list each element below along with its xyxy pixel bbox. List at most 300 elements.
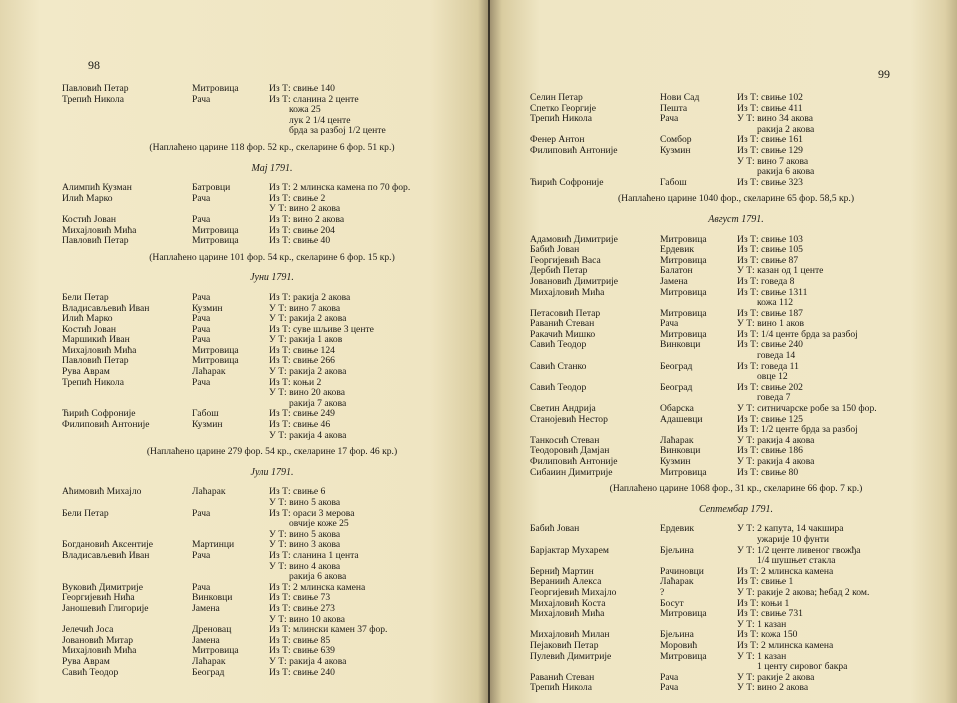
merchant-name: [62, 126, 192, 137]
ledger-row: [62, 194, 472, 205]
ledger-row: [530, 652, 942, 663]
goods-description: Из Т: свиње 73: [269, 592, 331, 604]
ledger-row: [530, 157, 942, 168]
merchant-name: [530, 157, 660, 168]
merchant-name: Станојевић Нестор: [530, 414, 608, 425]
place-name: Моровић: [660, 640, 698, 651]
place-name: Митровица: [192, 345, 239, 356]
place-name: Рача: [192, 94, 211, 105]
ledger-row: [530, 146, 942, 157]
merchant-name: Георгијевић Васа: [530, 255, 601, 266]
ledger-row: [530, 436, 942, 447]
merchant-name: Пулевић Димитрије: [530, 651, 612, 662]
merchant-name: Филиповић Антоније: [62, 420, 150, 431]
merchant-name: Михајловић Милан: [530, 630, 610, 641]
place-name: Рачиновци: [660, 566, 704, 577]
ledger-row: [62, 646, 472, 657]
merchant-name: [62, 530, 192, 541]
ledger-row: [62, 551, 472, 562]
goods-description: У Т: вино 1 аков: [737, 318, 805, 330]
goods-description: говеда 14: [757, 350, 796, 362]
place-name: [192, 615, 269, 626]
place-name: [192, 431, 269, 442]
ledger-row: [530, 383, 942, 394]
merchant-name: Јовановић Митар: [62, 635, 134, 646]
goods-description: Из Т: 1/4 центе брда за разбој: [737, 328, 858, 340]
merchant-name: Танкосић Стеван: [530, 435, 600, 446]
ledger-row: [62, 236, 472, 247]
ledger-row: [530, 630, 942, 641]
place-name: Рача: [192, 314, 211, 325]
ledger-row: [530, 330, 942, 341]
goods-description: У Т: вино 2 акова: [737, 682, 809, 694]
place-name: Винковци: [660, 446, 701, 457]
goods-description: лук 2 1/4 центе: [289, 114, 351, 126]
goods-description: Из Т: свиње 411: [737, 102, 803, 114]
ledger-row: [530, 93, 942, 104]
ledger-row: [530, 535, 942, 546]
merchant-name: Ћирић Софроније: [530, 177, 604, 188]
ledger-row: [530, 567, 942, 578]
goods-description: Из Т: свиње 102: [737, 92, 803, 103]
ledger-row: [530, 351, 942, 362]
ledger-row: [62, 378, 472, 389]
goods-description: У Т: вино 10 акова: [269, 613, 345, 625]
place-name: Сомбор: [660, 135, 692, 146]
page-content: [62, 84, 472, 678]
goods-description: Из Т: свиње 249: [269, 408, 335, 420]
merchant-name: [530, 393, 660, 404]
merchant-name: [530, 298, 660, 309]
place-name: [192, 399, 269, 410]
place-name: [660, 535, 737, 546]
ledger-row: [530, 319, 942, 330]
place-name: Рача: [660, 319, 679, 330]
merchant-name: [530, 351, 660, 362]
merchant-name: Раванић Стеван: [530, 672, 595, 683]
place-name: [660, 425, 737, 436]
place-name: Митровица: [660, 234, 707, 245]
merchant-name: [62, 204, 192, 215]
merchant-name: Илић Марко: [62, 314, 113, 325]
ledger-row: [530, 235, 942, 246]
goods-description: Из Т: свиње 87: [737, 254, 799, 266]
goods-description: У Т: вино 7 акова: [737, 155, 809, 167]
ledger-row: [62, 388, 472, 399]
goods-description: Из Т: свиње 273: [269, 602, 335, 614]
page-number: 98: [88, 58, 100, 72]
merchant-name: [530, 372, 660, 383]
ledger-row: [530, 309, 942, 320]
ledger-row: [62, 84, 472, 95]
place-name: Босут: [660, 598, 684, 609]
ledger-row: [530, 641, 942, 652]
ledger-row: [62, 304, 472, 315]
customs-summary: (Наплаћено царине 118 фор. 52 кр., скеларине 6 фор. 51 кр.): [149, 141, 395, 153]
place-name: [660, 662, 737, 673]
goods-description: Из Т: ораси 3 мерова: [269, 507, 355, 519]
merchant-name: Владисављевић Иван: [62, 550, 150, 561]
place-name: Балатон: [660, 266, 693, 277]
place-name: [192, 116, 269, 127]
merchant-name: [62, 116, 192, 127]
ledger-row: [530, 577, 942, 588]
ledger-row: [530, 415, 942, 426]
place-name: Лаћарак: [192, 367, 226, 378]
goods-description: Из Т: 2 млинска камена: [737, 565, 834, 577]
ledger-row: [530, 298, 942, 309]
place-name: Габош: [192, 409, 219, 420]
place-name: Ердевик: [660, 524, 694, 535]
place-name: Митровица: [192, 225, 239, 236]
ledger-row: [62, 314, 472, 325]
place-name: [660, 125, 737, 136]
merchant-name: Савић Теодор: [530, 382, 587, 393]
goods-description: Из Т: свиње 187: [737, 307, 803, 319]
merchant-name: Филиповић Антоније: [530, 145, 618, 156]
merchant-name: Павловић Петар: [62, 356, 129, 367]
goods-description: Из Т: свиње 105: [737, 244, 803, 256]
goods-description: У Т: вино 7 акова: [269, 302, 341, 314]
place-name: Београд: [660, 382, 693, 393]
merchant-name: Дербић Петар: [530, 266, 588, 277]
merchant-name: Бабић Јован: [530, 245, 580, 256]
goods-description: ракија 6 акова: [289, 571, 347, 583]
merchant-name: [62, 431, 192, 442]
goods-description: Из Т: свиње 161: [737, 134, 803, 146]
place-name: Рача: [192, 550, 211, 561]
place-name: Лаћарак: [660, 577, 694, 588]
place-name: Митровица: [660, 308, 707, 319]
ledger-row: [530, 288, 942, 299]
ledger-row: [62, 625, 472, 636]
place-name: Лаћарак: [192, 487, 226, 498]
goods-description: кожа 25: [289, 104, 321, 116]
ledger-row: [62, 562, 472, 573]
place-name: Бјељина: [660, 545, 694, 556]
merchant-name: Барјактар Мухарем: [530, 545, 609, 556]
month-heading: Август 1791.: [708, 213, 764, 225]
place-name: Митровица: [660, 467, 707, 478]
place-name: Кузмин: [660, 457, 691, 467]
merchant-name: Ћирић Софроније: [62, 409, 136, 420]
merchant-name: [62, 399, 192, 410]
goods-description: У Т: 1 казан: [737, 650, 787, 662]
goods-description: ужарије 10 фунти: [757, 533, 830, 545]
ledger-row: [530, 104, 942, 115]
ledger-row: [530, 393, 942, 404]
place-name: [660, 372, 737, 383]
page-number: 99: [878, 67, 890, 81]
goods-description: У Т: вино 5 акова: [269, 497, 341, 508]
goods-description: У Т: ракије 2 акова; ћебад 2 ком.: [737, 586, 870, 598]
merchant-name: [62, 388, 192, 399]
goods-description: У Т: ситничарске робе за 150 фор.: [737, 403, 877, 415]
merchant-name: [530, 425, 660, 436]
month-heading: Септембар 1791.: [699, 503, 773, 515]
merchant-name: Јовановић Димитрије: [530, 276, 619, 287]
goods-description: У Т: 1/2 центе ливеног гвожђа: [737, 544, 861, 556]
goods-description: У Т: вино 2 акова: [269, 203, 341, 215]
goods-description: ракија 2 акова: [757, 123, 815, 135]
ledger-row: [530, 599, 942, 610]
merchant-name: Михајловић Коста: [530, 598, 606, 609]
place-name: Рача: [192, 508, 211, 519]
ledger-row: [62, 95, 472, 106]
goods-description: Из Т: свиње 240: [269, 666, 335, 678]
ledger-row: [530, 425, 942, 436]
goods-description: Из Т: 2 млинска камена по 70 фор.: [269, 182, 411, 194]
goods-description: Из Т: свиње 240: [737, 339, 803, 351]
ledger-row: [62, 335, 472, 346]
goods-description: Из Т: свиње 140: [269, 83, 335, 94]
goods-description: У Т: ракија 4 акова: [269, 655, 347, 667]
ledger-row: [62, 530, 472, 541]
ledger-row: [530, 114, 942, 125]
goods-description: У Т: ракија 4 акова: [269, 429, 347, 441]
goods-description: Из Т: коњи 2: [269, 376, 322, 388]
place-name: Рача: [192, 292, 211, 303]
ledger-row: [62, 583, 472, 594]
goods-description: кожа 112: [757, 297, 794, 309]
goods-description: брда за разбој 1/2 центе: [289, 125, 386, 137]
place-name: Митровица: [660, 255, 707, 266]
goods-description: У Т: ракија 2 акова: [269, 313, 347, 325]
ledger-row: [62, 657, 472, 668]
month-heading: Мај 1791.: [251, 162, 293, 174]
goods-description: У Т: ракија 2 акова: [269, 366, 347, 378]
place-name: Мартинци: [192, 540, 235, 551]
ledger-row: [530, 662, 942, 673]
goods-description: говеда 7: [757, 392, 791, 404]
merchant-name: [530, 556, 660, 567]
merchant-name: Ракачић Мишко: [530, 329, 596, 340]
place-name: Кузмин: [660, 145, 691, 156]
goods-description: Из Т: свиње 2: [269, 192, 326, 204]
ledger-row: [530, 446, 942, 457]
ledger-row: [62, 604, 472, 615]
place-name: [192, 126, 269, 137]
goods-description: 1 центу сировог бакра: [757, 661, 848, 673]
merchant-name: [62, 519, 192, 530]
goods-description: Из Т: свиње 124: [269, 344, 335, 356]
ledger-row: [530, 556, 942, 567]
ledger-row: [62, 593, 472, 604]
merchant-name: [62, 572, 192, 583]
ledger-row: [62, 226, 472, 237]
place-name: Рача: [660, 672, 679, 683]
merchant-name: Михајловић Мића: [530, 609, 605, 620]
place-name: Нови Сад: [660, 93, 700, 103]
ledger-row: [530, 125, 942, 136]
place-name: Јамена: [192, 603, 220, 614]
place-name: Кузмин: [192, 420, 223, 431]
goods-description: ракија 6 акова: [757, 166, 815, 178]
merchant-name: Сибаиин Димитрије: [530, 467, 613, 478]
goods-description: Из Т: свиње 323: [737, 176, 803, 188]
ledger-row: [62, 540, 472, 551]
merchant-name: Савић Станко: [530, 361, 587, 372]
ledger-row: [62, 367, 472, 378]
merchant-name: [530, 167, 660, 178]
month-heading: Јули 1791.: [250, 466, 294, 478]
ledger-row: [530, 468, 942, 479]
goods-description: Из Т: свиње 6: [269, 486, 326, 498]
place-name: Јамена: [660, 276, 688, 287]
customs-summary: (Наплаћено царине 101 фор. 54 кр., скеларине 6 фор. 15 кр.): [149, 251, 395, 263]
goods-description: Из Т: свиње 40: [269, 235, 331, 247]
merchant-name: Вуковић Димитрије: [62, 582, 143, 593]
place-name: [192, 572, 269, 583]
customs-summary: (Наплаћено царине 1068 фор., 31 кр., скеларине 66 фор. 7 кр.): [609, 483, 863, 495]
merchant-name: Савић Теодор: [62, 667, 119, 678]
merchant-name: Маршикић Иван: [62, 335, 130, 346]
merchant-name: Костић Јован: [62, 214, 117, 225]
place-name: Митровица: [660, 287, 707, 298]
goods-description: У Т: ракија 4 акова: [737, 456, 815, 467]
place-name: [192, 388, 269, 399]
goods-description: Из Т: свиње 85: [269, 634, 331, 646]
goods-description: Из Т: суве шљиве 3 центе: [269, 323, 374, 335]
merchant-name: [62, 562, 192, 573]
ledger-row: [62, 116, 472, 127]
merchant-name: Теодоровић Дамјан: [530, 446, 610, 457]
ledger-row: [530, 245, 942, 256]
goods-description: Из Т: свиње 129: [737, 144, 803, 156]
place-name: Рача: [192, 582, 211, 593]
ledger-row: [530, 546, 942, 557]
ledger-row: [62, 346, 472, 357]
place-name: [660, 157, 737, 168]
ledger-row: [530, 457, 942, 468]
merchant-name: Трепић Никола: [530, 114, 592, 125]
ledger-row: [62, 572, 472, 583]
place-name: Митровица: [660, 651, 707, 662]
place-name: Лаћарак: [192, 656, 226, 667]
merchant-name: Михајловић Мића: [530, 287, 605, 298]
ledger-row: [62, 498, 472, 509]
place-name: [660, 620, 737, 631]
goods-description: Из Т: млински камен 37 фор.: [269, 624, 388, 636]
place-name: Кузмин: [192, 303, 223, 314]
goods-description: У Т: вино 34 акова: [737, 113, 813, 125]
place-name: Митровица: [192, 236, 239, 247]
goods-description: 1/4 шушњет стакла: [757, 555, 836, 567]
place-name: Рача: [660, 683, 679, 694]
merchant-name: Рува Аврам: [62, 367, 110, 378]
merchant-name: Костић Јован: [62, 324, 117, 335]
place-name: [660, 556, 737, 567]
merchant-name: Трепић Никола: [62, 377, 124, 388]
merchant-name: Павловић Петар: [62, 236, 129, 247]
place-name: [660, 167, 737, 178]
ledger-row: [530, 673, 942, 684]
goods-description: Из Т: свиње 266: [269, 355, 335, 367]
ledger-row: [530, 372, 942, 383]
ledger-row: [530, 362, 942, 373]
place-name: Бјељина: [660, 630, 694, 641]
place-name: Митровица: [192, 646, 239, 657]
merchant-name: Богдановић Аксентије: [62, 540, 154, 551]
goods-description: У Т: ракија 4 акова: [737, 434, 815, 446]
merchant-name: Пејаковић Петар: [530, 640, 599, 651]
place-name: Београд: [660, 361, 693, 372]
ledger-row: [530, 404, 942, 415]
place-name: Батровци: [192, 183, 231, 194]
ledger-row: [62, 519, 472, 530]
merchant-name: Филиповић Антоније: [530, 457, 618, 467]
ledger-row: [530, 524, 942, 535]
goods-description: Из Т: свиње 731: [737, 608, 803, 620]
goods-description: Из Т: свиње 639: [269, 645, 335, 657]
merchant-name: Георгијевић Нића: [62, 593, 135, 604]
goods-description: У Т: вино 3 акова: [269, 539, 341, 551]
place-name: Београд: [192, 667, 225, 678]
goods-description: овчије коже 25: [289, 518, 349, 530]
ledger-row: [62, 126, 472, 137]
goods-description: Из Т: свиње 46: [269, 419, 331, 431]
merchant-name: Павловић Петар: [62, 84, 129, 94]
ledger-row: [530, 277, 942, 288]
place-name: Рача: [192, 377, 211, 388]
month-heading: Јуни 1791.: [250, 272, 294, 284]
goods-description: Из Т: говеда 11: [737, 360, 799, 372]
place-name: Дреновац: [192, 625, 232, 636]
ledger-row: [530, 167, 942, 178]
merchant-name: Адамовић Димитрије: [530, 234, 618, 245]
ledger-row: [530, 588, 942, 599]
ledger-row: [530, 178, 942, 189]
goods-description: Из Т: сланина 2 центе: [269, 93, 359, 105]
customs-summary: (Наплаћено царине 1040 фор., скеларине 65 фор. 58,5 кр.): [617, 193, 855, 205]
right-page: [490, 0, 957, 703]
ledger-row: [62, 487, 472, 498]
merchant-name: [530, 535, 660, 546]
place-name: [192, 498, 269, 509]
goods-description: Из Т: кожа 150: [737, 629, 798, 641]
goods-description: Из Т: свиње 204: [269, 224, 335, 236]
place-name: Јамена: [192, 635, 220, 646]
place-name: Адашевци: [660, 414, 703, 425]
place-name: [192, 562, 269, 573]
goods-description: У Т: ракије 2 акова: [737, 671, 815, 683]
merchant-name: [530, 662, 660, 673]
page-content: [530, 93, 942, 694]
merchant-name: Трепић Никола: [62, 94, 124, 105]
goods-description: Из Т: свиње 125: [737, 413, 803, 425]
merchant-name: Јаношевић Глигорије: [62, 603, 149, 614]
place-name: [192, 204, 269, 215]
goods-description: Из Т: ракија 2 акова: [269, 291, 351, 303]
ledger-row: [62, 215, 472, 226]
ledger-row: [62, 325, 472, 336]
merchant-name: Бабић Јован: [530, 524, 580, 535]
place-name: [660, 351, 737, 362]
merchant-name: [62, 105, 192, 116]
goods-description: У Т: вино 4 акова: [269, 560, 341, 572]
place-name: Рача: [192, 193, 211, 204]
ledger-row: [530, 340, 942, 351]
merchant-name: Светин Андрија: [530, 404, 596, 415]
place-name: Рача: [192, 324, 211, 335]
goods-description: ракија 7 акова: [289, 397, 347, 409]
ledger-row: [62, 105, 472, 116]
goods-description: Из Т: 2 млинска камена: [737, 639, 834, 651]
goods-description: Из Т: свиње 103: [737, 233, 803, 245]
goods-description: овце 12: [757, 371, 788, 383]
ledger-row: [62, 431, 472, 442]
ledger-row: [62, 293, 472, 304]
